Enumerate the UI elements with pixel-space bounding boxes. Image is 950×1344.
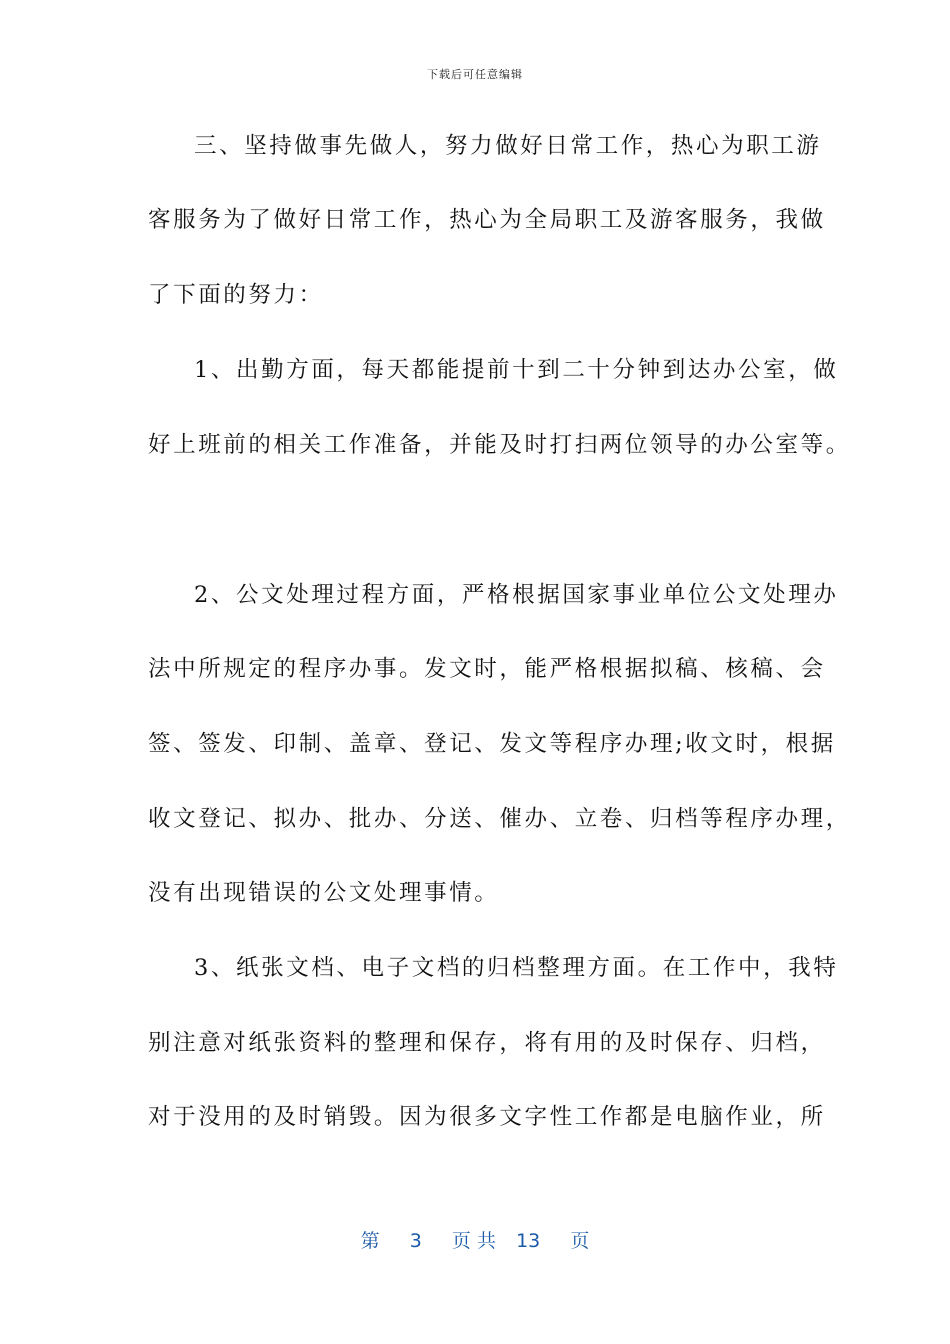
paragraph-line: 收文登记、拟办、批办、分送、催办、立卷、归档等程序办理， — [148, 806, 851, 832]
paragraph-line: 客服务为了做好日常工作，热心为全局职工及游客服务，我做 — [148, 207, 826, 233]
paragraph-line: 对于没用的及时销毁。因为很多文字性工作都是电脑作业，所 — [148, 1104, 826, 1130]
paragraph-line: 了下面的努力： — [148, 282, 324, 308]
page-middle: 页 共 — [451, 1230, 496, 1252]
paragraph-line: 3、纸张文档、电子文档的归档整理方面。在工作中，我特 — [194, 955, 839, 981]
paragraph-line: 没有出现错误的公文处理事情。 — [148, 880, 500, 906]
paragraph-line: 别注意对纸张资料的整理和保存，将有用的及时保存、归档， — [148, 1030, 826, 1056]
page-number-footer — [0, 1226, 950, 1253]
page-prefix: 第 — [360, 1230, 380, 1252]
paragraph-line: 三、坚持做事先做人，努力做好日常工作，热心为职工游 — [194, 133, 822, 159]
page-header-note: 下载后可任意编辑 — [427, 68, 523, 81]
paragraph-line: 法中所规定的程序办事。发文时，能严格根据拟稿、核稿、会 — [148, 656, 826, 682]
page-suffix: 页 — [570, 1230, 590, 1252]
paragraph-line: 2、公文处理过程方面，严格根据国家事业单位公文处理办 — [194, 582, 839, 608]
paragraph-line: 好上班前的相关工作准备，并能及时打扫两位领导的办公室等。 — [148, 432, 851, 458]
page-total: 13 — [516, 1230, 541, 1252]
paragraph-line: 1、出勤方面，每天都能提前十到二十分钟到达办公室，做 — [194, 357, 839, 383]
paragraph-line: 签、签发、印制、盖章、登记、发文等程序办理;收文时，根据 — [148, 731, 836, 757]
page-current: 3 — [409, 1230, 422, 1252]
